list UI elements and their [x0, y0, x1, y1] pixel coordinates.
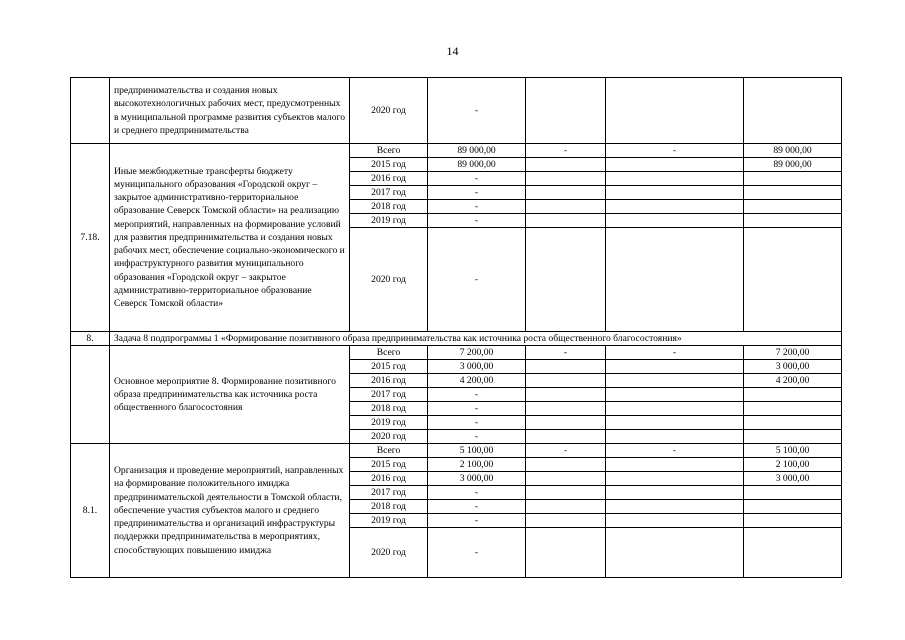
year-cell: 2015 год [350, 458, 428, 472]
amount-cell: - [606, 346, 744, 360]
col-cell [744, 388, 842, 402]
col-cell [526, 228, 606, 332]
amount-cell: - [428, 514, 526, 528]
col-cell [606, 78, 744, 144]
amount-cell [526, 158, 606, 172]
amount-cell: 2 100,00 [428, 458, 526, 472]
col-cell [526, 514, 606, 528]
col-cell [744, 500, 842, 514]
amount-cell: - [606, 144, 744, 158]
amount-cell: - [428, 228, 526, 332]
row-number-cell [71, 78, 110, 144]
year-cell: 2020 год [350, 430, 428, 444]
amount-cell: 3 000,00 [428, 360, 526, 374]
amount-cell: - [428, 486, 526, 500]
col-cell [526, 200, 606, 214]
amount-cell: - [428, 186, 526, 200]
col-cell [526, 416, 606, 430]
col-cell [744, 78, 842, 144]
col-cell [606, 186, 744, 200]
row-number-cell [71, 346, 110, 444]
col-cell [744, 486, 842, 500]
col-cell [606, 388, 744, 402]
col-cell [526, 388, 606, 402]
year-cell: 2020 год [350, 78, 428, 144]
col-cell [606, 172, 744, 186]
amount-cell: 89 000,00 [428, 144, 526, 158]
col-cell [744, 214, 842, 228]
col-cell [744, 186, 842, 200]
col-cell [606, 200, 744, 214]
col-cell [526, 360, 606, 374]
table-row [71, 144, 842, 158]
table-row [71, 78, 842, 144]
year-cell: 2017 год [350, 186, 428, 200]
amount-cell: - [428, 416, 526, 430]
amount-cell: 2 100,00 [744, 458, 842, 472]
description-cell: предпринимательства и создания новых высокотехнологичных рабочих мест, предусмотренных в муниципальной программе развития субъектов малого и среднего предпринимательства [110, 78, 350, 144]
year-cell: 2019 год [350, 514, 428, 528]
year-cell: 2017 год [350, 388, 428, 402]
year-cell: 2015 год [350, 360, 428, 374]
col-cell [606, 458, 744, 472]
amount-cell: 4 200,00 [744, 374, 842, 388]
col-cell [526, 172, 606, 186]
amount-cell: 5 100,00 [428, 444, 526, 458]
year-cell: 2019 год [350, 214, 428, 228]
budget-table [70, 77, 842, 578]
amount-cell: 4 200,00 [428, 374, 526, 388]
year-cell: 2018 год [350, 402, 428, 416]
year-cell: 2015 год [350, 158, 428, 172]
col-cell [744, 228, 842, 332]
amount-cell: - [526, 144, 606, 158]
table-row [71, 346, 842, 360]
row-number-cell: 7.18. [71, 144, 110, 332]
year-cell: 2017 год [350, 486, 428, 500]
col-cell [526, 402, 606, 416]
col-cell [526, 374, 606, 388]
col-cell [606, 402, 744, 416]
col-cell [606, 514, 744, 528]
col-cell [606, 472, 744, 486]
col-cell [526, 528, 606, 578]
amount-cell: 89 000,00 [428, 158, 526, 172]
col-cell [606, 214, 744, 228]
amount-cell: 3 000,00 [744, 360, 842, 374]
col-cell [744, 172, 842, 186]
col-cell [526, 500, 606, 514]
amount-cell: - [526, 346, 606, 360]
year-cell: 2016 год [350, 374, 428, 388]
amount-cell: - [428, 200, 526, 214]
task-title-cell: Задача 8 подпрограммы 1 «Формирование позитивного образа предпринимательства как источника роста общественного благосостояния» [110, 332, 842, 346]
col-cell [606, 430, 744, 444]
amount-cell: 89 000,00 [744, 144, 842, 158]
year-cell: 2020 год [350, 228, 428, 332]
col-cell [526, 486, 606, 500]
amount-cell: 5 100,00 [744, 444, 842, 458]
year-cell: 2018 год [350, 500, 428, 514]
year-cell: Всего [350, 346, 428, 360]
page-number: 14 [446, 44, 459, 58]
col-cell [606, 486, 744, 500]
amount-cell: - [428, 172, 526, 186]
year-cell: 2019 год [350, 416, 428, 430]
row-number-cell: 8.1. [71, 444, 110, 578]
col-cell [526, 78, 606, 144]
amount-cell: - [526, 444, 606, 458]
year-cell: 2016 год [350, 172, 428, 186]
col-cell [744, 200, 842, 214]
description-cell: Организация и проведение мероприятий, направленных на формирование положительного имиджа предпринимательской деятельности в Томской области, обеспечение участия субъектов малого и среднего предпринимательства и организаций инфраструктуры поддержки предпринимательства в мероприятиях, способствующих повышению имиджа [110, 444, 350, 578]
col-cell [526, 186, 606, 200]
col-cell [744, 514, 842, 528]
col-cell [526, 472, 606, 486]
year-cell: 2020 год [350, 528, 428, 578]
row-number-cell: 8. [71, 332, 110, 346]
col-cell [744, 528, 842, 578]
amount-cell: - [428, 528, 526, 578]
col-cell [526, 458, 606, 472]
amount-cell: - [428, 430, 526, 444]
col-cell [744, 416, 842, 430]
year-cell: 2016 год [350, 472, 428, 486]
col-cell [744, 402, 842, 416]
col-cell [606, 500, 744, 514]
amount-cell: 7 200,00 [428, 346, 526, 360]
amount-cell: 3 000,00 [428, 472, 526, 486]
year-cell: Всего [350, 444, 428, 458]
col-cell [606, 416, 744, 430]
description-cell: Основное мероприятие 8. Формирование позитивного образа предпринимательства как источника роста общественного благосостояния [110, 346, 350, 444]
col-cell [526, 430, 606, 444]
amount-cell: - [428, 500, 526, 514]
year-cell: 2018 год [350, 200, 428, 214]
col-cell [526, 214, 606, 228]
description-cell: Иные межбюджетные трансферты бюджету муниципального образования «Городской округ – закрытое административно-территориальное образование Северск Томской области» на реализацию мероприятий, направленных на формирование условий для развития предпринимательства и создания новых рабочих мест, обеспечение социально-экономического и инфраструктурного развития муниципального образования «Городской округ – закрытое административно-территориальное образование Северск Томской области» [110, 144, 350, 332]
year-cell: Всего [350, 144, 428, 158]
col-cell [606, 528, 744, 578]
col-cell [744, 430, 842, 444]
amount-cell [606, 158, 744, 172]
amount-cell: 89 000,00 [744, 158, 842, 172]
col-cell [606, 228, 744, 332]
amount-cell: - [428, 388, 526, 402]
table-row [71, 444, 842, 458]
table-row [71, 332, 842, 346]
amount-cell: - [428, 402, 526, 416]
amount-cell: - [428, 78, 526, 144]
amount-cell: 3 000,00 [744, 472, 842, 486]
col-cell [606, 374, 744, 388]
col-cell [606, 360, 744, 374]
amount-cell: 7 200,00 [744, 346, 842, 360]
amount-cell: - [606, 444, 744, 458]
amount-cell: - [428, 214, 526, 228]
